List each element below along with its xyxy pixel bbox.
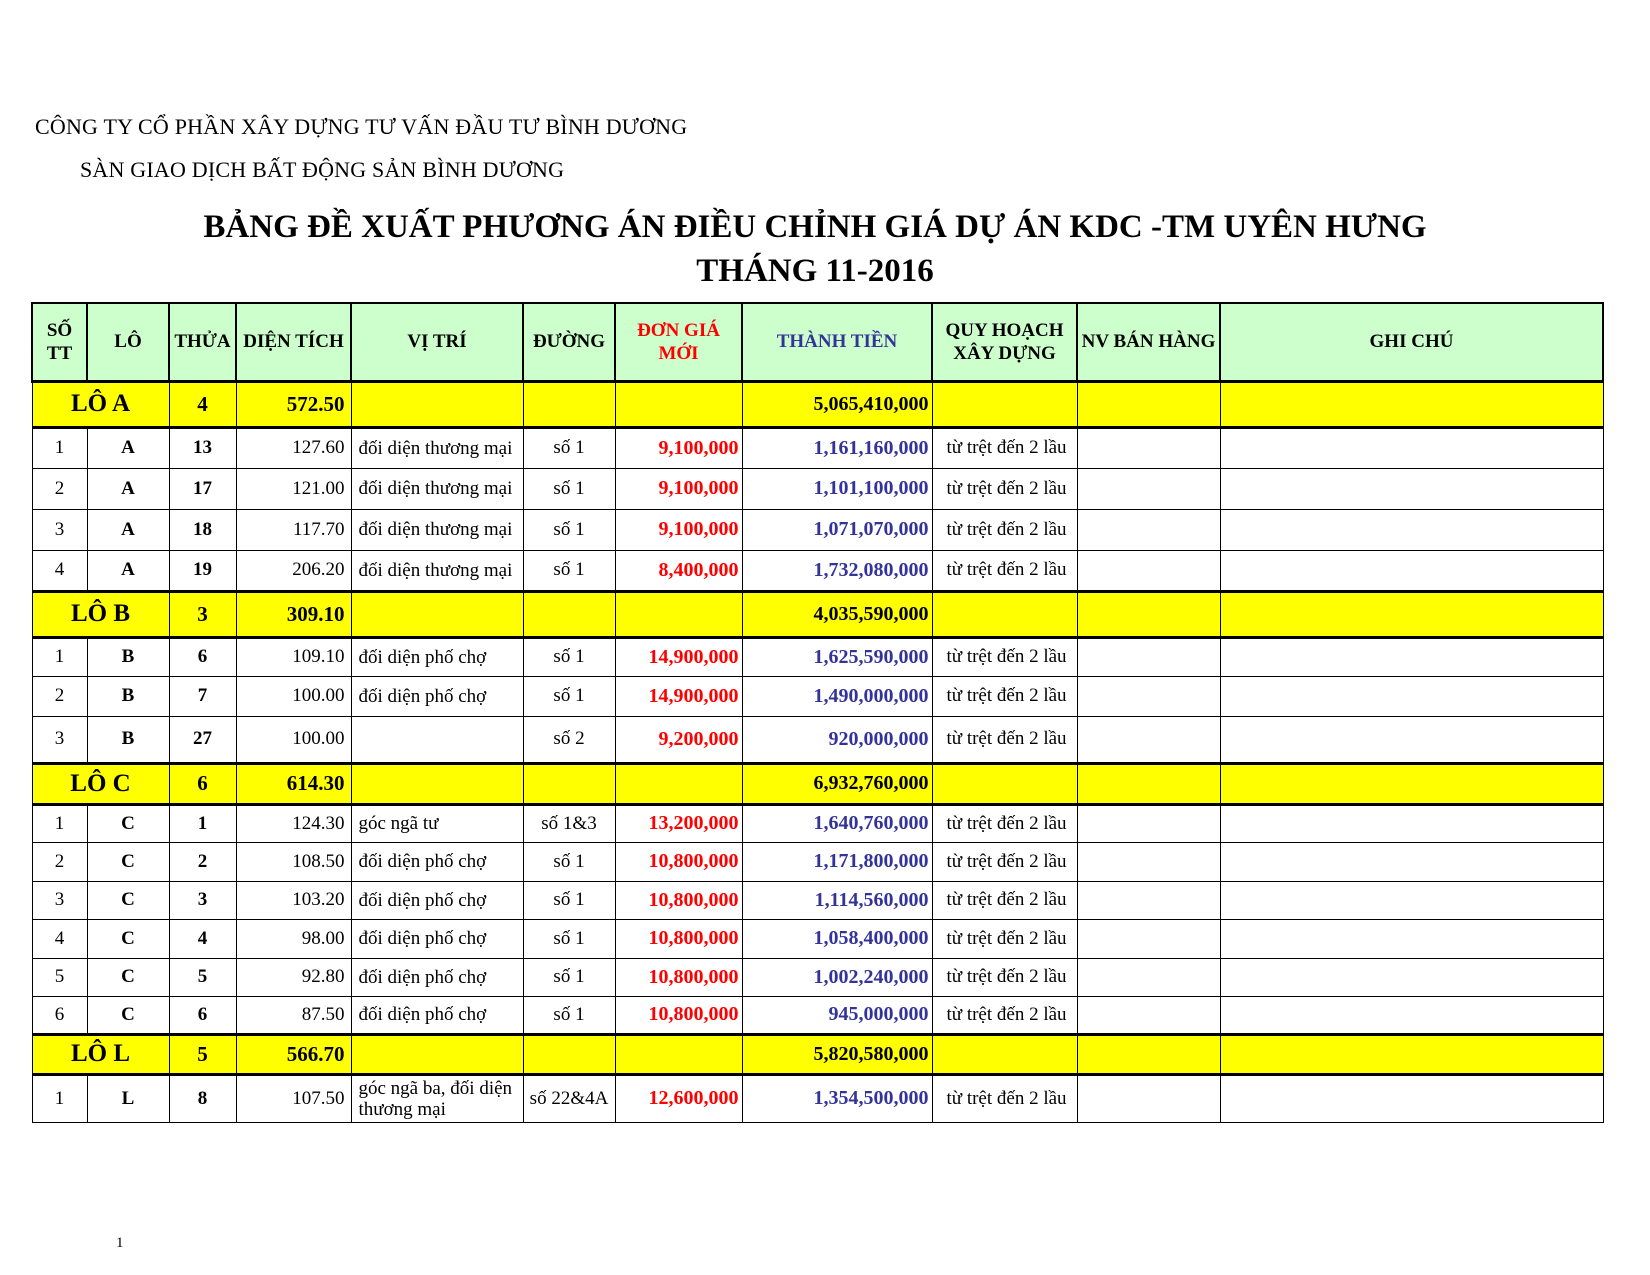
- cell-nv: [1077, 919, 1220, 958]
- cell-stt: 2: [32, 842, 87, 881]
- cell-vitri: đối diện phố chợ: [351, 637, 523, 676]
- exchange-name: SÀN GIAO DỊCH BẤT ĐỘNG SẢN BÌNH DƯƠNG: [80, 157, 565, 182]
- table-header-row: [32, 303, 1603, 381]
- cell-lo: C: [87, 919, 169, 958]
- cell-vitri: đối diện thương mại: [351, 427, 523, 468]
- table-row: [32, 881, 1603, 919]
- cell-quyhoach: từ trệt đến 2 lầu: [932, 716, 1077, 763]
- cell-vitri: góc ngã tư: [351, 804, 523, 842]
- cell-nv: [1077, 881, 1220, 919]
- cell-vitri: đối diện phố chợ: [351, 881, 523, 919]
- cell-stt: 3: [32, 881, 87, 919]
- table-row: [32, 637, 1603, 676]
- group-dongia-empty: [615, 1034, 742, 1074]
- group-row: [32, 381, 1603, 427]
- cell-quyhoach: từ trệt đến 2 lầu: [932, 427, 1077, 468]
- table-row: [32, 1074, 1603, 1122]
- group-vitri-empty: [351, 763, 523, 804]
- group-total: 6,932,760,000: [742, 763, 932, 804]
- cell-vitri: góc ngã ba, đối diện thương mại: [351, 1074, 523, 1122]
- cell-thua: 17: [169, 468, 236, 509]
- cell-ghichu: [1220, 676, 1603, 716]
- cell-thua: 7: [169, 676, 236, 716]
- cell-ghichu: [1220, 1074, 1603, 1122]
- cell-ghichu: [1220, 509, 1603, 550]
- cell-thua: 4: [169, 919, 236, 958]
- cell-stt: 1: [32, 1074, 87, 1122]
- cell-thanhtien: 1,625,590,000: [742, 637, 932, 676]
- cell-lo: C: [87, 958, 169, 996]
- cell-lo: L: [87, 1074, 169, 1122]
- group-vitri-empty: [351, 381, 523, 427]
- cell-dientich: 124.30: [236, 804, 351, 842]
- cell-dongia: 9,100,000: [615, 468, 742, 509]
- cell-dongia: 8,400,000: [615, 550, 742, 591]
- cell-thanhtien: 1,002,240,000: [742, 958, 932, 996]
- group-qh-empty: [932, 763, 1077, 804]
- cell-lo: B: [87, 637, 169, 676]
- cell-duong: số 22&4A: [523, 1074, 615, 1122]
- group-dongia-empty: [615, 591, 742, 637]
- cell-nv: [1077, 996, 1220, 1034]
- cell-dientich: 107.50: [236, 1074, 351, 1122]
- cell-dientich: 103.20: [236, 881, 351, 919]
- cell-thanhtien: 920,000,000: [742, 716, 932, 763]
- cell-vitri: đối diện phố chợ: [351, 919, 523, 958]
- group-vitri-empty: [351, 591, 523, 637]
- cell-thanhtien: 1,058,400,000: [742, 919, 932, 958]
- cell-ghichu: [1220, 427, 1603, 468]
- cell-thanhtien: 1,071,070,000: [742, 509, 932, 550]
- cell-quyhoach: từ trệt đến 2 lầu: [932, 919, 1077, 958]
- cell-ghichu: [1220, 881, 1603, 919]
- group-name: LÔ L: [32, 1034, 169, 1074]
- cell-thanhtien: 1,171,800,000: [742, 842, 932, 881]
- cell-ghichu: [1220, 919, 1603, 958]
- cell-quyhoach: từ trệt đến 2 lầu: [932, 996, 1077, 1034]
- group-nv-empty: [1077, 763, 1220, 804]
- group-nv-empty: [1077, 1034, 1220, 1074]
- cell-lo: C: [87, 842, 169, 881]
- group-count: 6: [169, 763, 236, 804]
- table-row: [32, 919, 1603, 958]
- cell-lo: B: [87, 676, 169, 716]
- cell-quyhoach: từ trệt đến 2 lầu: [932, 509, 1077, 550]
- col-stt: SỐ TT: [32, 303, 87, 381]
- group-vitri-empty: [351, 1034, 523, 1074]
- group-name: LÔ A: [32, 381, 169, 427]
- cell-dongia: 9,200,000: [615, 716, 742, 763]
- cell-dongia: 13,200,000: [615, 804, 742, 842]
- group-dongia-empty: [615, 381, 742, 427]
- cell-dongia: 10,800,000: [615, 958, 742, 996]
- cell-lo: C: [87, 804, 169, 842]
- cell-quyhoach: từ trệt đến 2 lầu: [932, 468, 1077, 509]
- group-qh-empty: [932, 381, 1077, 427]
- cell-quyhoach: từ trệt đến 2 lầu: [932, 958, 1077, 996]
- table-row: [32, 550, 1603, 591]
- cell-ghichu: [1220, 716, 1603, 763]
- cell-dongia: 10,800,000: [615, 881, 742, 919]
- table-row: [32, 427, 1603, 468]
- col-thua: THỬA: [169, 303, 236, 381]
- cell-lo: C: [87, 996, 169, 1034]
- cell-vitri: [351, 716, 523, 763]
- cell-duong: số 1: [523, 427, 615, 468]
- cell-duong: số 1: [523, 996, 615, 1034]
- cell-ghichu: [1220, 958, 1603, 996]
- cell-stt: 2: [32, 676, 87, 716]
- cell-ghichu: [1220, 842, 1603, 881]
- cell-stt: 2: [32, 468, 87, 509]
- cell-thanhtien: 1,640,760,000: [742, 804, 932, 842]
- table-row: [32, 468, 1603, 509]
- table-row: [32, 676, 1603, 716]
- cell-nv: [1077, 427, 1220, 468]
- group-duong-empty: [523, 1034, 615, 1074]
- cell-vitri: đối diện phố chợ: [351, 958, 523, 996]
- cell-quyhoach: từ trệt đến 2 lầu: [932, 676, 1077, 716]
- group-dongia-empty: [615, 763, 742, 804]
- cell-thua: 6: [169, 637, 236, 676]
- group-row: [32, 591, 1603, 637]
- cell-dientich: 87.50: [236, 996, 351, 1034]
- cell-nv: [1077, 468, 1220, 509]
- cell-dongia: 10,800,000: [615, 919, 742, 958]
- cell-dongia: 14,900,000: [615, 637, 742, 676]
- cell-vitri: đối diện thương mại: [351, 550, 523, 591]
- group-ghichu-empty: [1220, 381, 1603, 427]
- cell-quyhoach: từ trệt đến 2 lầu: [932, 550, 1077, 591]
- group-qh-empty: [932, 591, 1077, 637]
- group-count: 3: [169, 591, 236, 637]
- cell-dientich: 127.60: [236, 427, 351, 468]
- cell-thanhtien: 1,114,560,000: [742, 881, 932, 919]
- cell-dientich: 98.00: [236, 919, 351, 958]
- group-area: 566.70: [236, 1034, 351, 1074]
- cell-ghichu: [1220, 637, 1603, 676]
- cell-nv: [1077, 842, 1220, 881]
- cell-dientich: 100.00: [236, 676, 351, 716]
- cell-dientich: 92.80: [236, 958, 351, 996]
- cell-nv: [1077, 509, 1220, 550]
- cell-dientich: 117.70: [236, 509, 351, 550]
- group-nv-empty: [1077, 591, 1220, 637]
- group-duong-empty: [523, 763, 615, 804]
- cell-nv: [1077, 550, 1220, 591]
- group-row: [32, 1034, 1603, 1074]
- col-nv: NV BÁN HÀNG: [1077, 303, 1220, 381]
- cell-vitri: đối diện thương mại: [351, 509, 523, 550]
- cell-vitri: đối diện phố chợ: [351, 676, 523, 716]
- cell-duong: số 1: [523, 842, 615, 881]
- price-table: [31, 302, 1604, 1123]
- cell-lo: A: [87, 468, 169, 509]
- cell-thua: 3: [169, 881, 236, 919]
- group-name: LÔ B: [32, 591, 169, 637]
- cell-stt: 6: [32, 996, 87, 1034]
- group-total: 5,820,580,000: [742, 1034, 932, 1074]
- cell-lo: C: [87, 881, 169, 919]
- cell-ghichu: [1220, 468, 1603, 509]
- group-area: 572.50: [236, 381, 351, 427]
- col-dongia: ĐƠN GIÁ MỚI: [615, 303, 742, 381]
- document-title: [0, 205, 1650, 293]
- cell-lo: A: [87, 509, 169, 550]
- cell-nv: [1077, 716, 1220, 763]
- cell-thua: 2: [169, 842, 236, 881]
- cell-thanhtien: 1,732,080,000: [742, 550, 932, 591]
- cell-dientich: 206.20: [236, 550, 351, 591]
- cell-stt: 4: [32, 550, 87, 591]
- cell-stt: 1: [32, 637, 87, 676]
- cell-duong: số 1: [523, 676, 615, 716]
- group-ghichu-empty: [1220, 1034, 1603, 1074]
- cell-thua: 18: [169, 509, 236, 550]
- cell-dientich: 109.10: [236, 637, 351, 676]
- cell-nv: [1077, 676, 1220, 716]
- group-total: 4,035,590,000: [742, 591, 932, 637]
- cell-lo: B: [87, 716, 169, 763]
- cell-dongia: 10,800,000: [615, 842, 742, 881]
- cell-stt: 3: [32, 509, 87, 550]
- cell-thua: 5: [169, 958, 236, 996]
- group-duong-empty: [523, 381, 615, 427]
- cell-thua: 27: [169, 716, 236, 763]
- cell-duong: số 1: [523, 509, 615, 550]
- table-row: [32, 996, 1603, 1034]
- cell-dientich: 121.00: [236, 468, 351, 509]
- cell-lo: A: [87, 550, 169, 591]
- table-body: [32, 381, 1603, 1122]
- cell-duong: số 1: [523, 468, 615, 509]
- cell-dientich: 108.50: [236, 842, 351, 881]
- cell-thanhtien: 1,354,500,000: [742, 1074, 932, 1122]
- cell-dongia: 9,100,000: [615, 509, 742, 550]
- cell-thanhtien: 1,161,160,000: [742, 427, 932, 468]
- company-name: CÔNG TY CỔ PHẦN XÂY DỰNG TƯ VẤN ĐẦU TƯ BÌNH DƯƠNG: [35, 114, 688, 139]
- cell-duong: số 1: [523, 550, 615, 591]
- cell-duong: số 2: [523, 716, 615, 763]
- table-row: [32, 842, 1603, 881]
- cell-dongia: 9,100,000: [615, 427, 742, 468]
- group-row: [32, 763, 1603, 804]
- group-name: LÔ C: [32, 763, 169, 804]
- cell-dientich: 100.00: [236, 716, 351, 763]
- cell-quyhoach: từ trệt đến 2 lầu: [932, 637, 1077, 676]
- cell-thua: 1: [169, 804, 236, 842]
- cell-duong: số 1: [523, 958, 615, 996]
- cell-nv: [1077, 1074, 1220, 1122]
- cell-quyhoach: từ trệt đến 2 lầu: [932, 1074, 1077, 1122]
- page-number: 1: [116, 1235, 124, 1251]
- cell-thua: 6: [169, 996, 236, 1034]
- cell-nv: [1077, 958, 1220, 996]
- cell-stt: 4: [32, 919, 87, 958]
- cell-lo: A: [87, 427, 169, 468]
- cell-dongia: 10,800,000: [615, 996, 742, 1034]
- title-line-1: BẢNG ĐỀ XUẤT PHƯƠNG ÁN ĐIỀU CHỈNH GIÁ DỰ ÁN KDC -TM UYÊN HƯNG: [203, 209, 1427, 245]
- cell-quyhoach: từ trệt đến 2 lầu: [932, 881, 1077, 919]
- cell-thua: 8: [169, 1074, 236, 1122]
- table-row: [32, 509, 1603, 550]
- cell-stt: 3: [32, 716, 87, 763]
- cell-stt: 1: [32, 427, 87, 468]
- group-count: 4: [169, 381, 236, 427]
- title-line-2: THÁNG 11-2016: [696, 253, 934, 289]
- table-row: [32, 804, 1603, 842]
- cell-thanhtien: 945,000,000: [742, 996, 932, 1034]
- group-qh-empty: [932, 1034, 1077, 1074]
- group-ghichu-empty: [1220, 591, 1603, 637]
- cell-stt: 1: [32, 804, 87, 842]
- cell-vitri: đối diện phố chợ: [351, 842, 523, 881]
- col-thanhtien: THÀNH TIỀN: [742, 303, 932, 381]
- cell-vitri: đối diện thương mại: [351, 468, 523, 509]
- cell-thanhtien: 1,490,000,000: [742, 676, 932, 716]
- col-dientich: DIỆN TÍCH: [236, 303, 351, 381]
- cell-duong: số 1: [523, 881, 615, 919]
- cell-thanhtien: 1,101,100,000: [742, 468, 932, 509]
- col-lo: LÔ: [87, 303, 169, 381]
- group-area: 614.30: [236, 763, 351, 804]
- cell-quyhoach: từ trệt đến 2 lầu: [932, 842, 1077, 881]
- table-row: [32, 958, 1603, 996]
- col-quyhoach: QUY HOẠCH XÂY DỰNG: [932, 303, 1077, 381]
- group-nv-empty: [1077, 381, 1220, 427]
- cell-duong: số 1&3: [523, 804, 615, 842]
- cell-thua: 19: [169, 550, 236, 591]
- cell-dongia: 14,900,000: [615, 676, 742, 716]
- cell-dongia: 12,600,000: [615, 1074, 742, 1122]
- cell-ghichu: [1220, 804, 1603, 842]
- col-duong: ĐƯỜNG: [523, 303, 615, 381]
- cell-ghichu: [1220, 996, 1603, 1034]
- group-area: 309.10: [236, 591, 351, 637]
- group-duong-empty: [523, 591, 615, 637]
- col-vitri: VỊ TRÍ: [351, 303, 523, 381]
- table-row: [32, 716, 1603, 763]
- cell-duong: số 1: [523, 637, 615, 676]
- group-total: 5,065,410,000: [742, 381, 932, 427]
- cell-vitri: đối diện phố chợ: [351, 996, 523, 1034]
- group-count: 5: [169, 1034, 236, 1074]
- col-ghichu: GHI CHÚ: [1220, 303, 1603, 381]
- cell-duong: số 1: [523, 919, 615, 958]
- cell-quyhoach: từ trệt đến 2 lầu: [932, 804, 1077, 842]
- cell-ghichu: [1220, 550, 1603, 591]
- group-ghichu-empty: [1220, 763, 1603, 804]
- cell-nv: [1077, 804, 1220, 842]
- cell-stt: 5: [32, 958, 87, 996]
- cell-thua: 13: [169, 427, 236, 468]
- cell-nv: [1077, 637, 1220, 676]
